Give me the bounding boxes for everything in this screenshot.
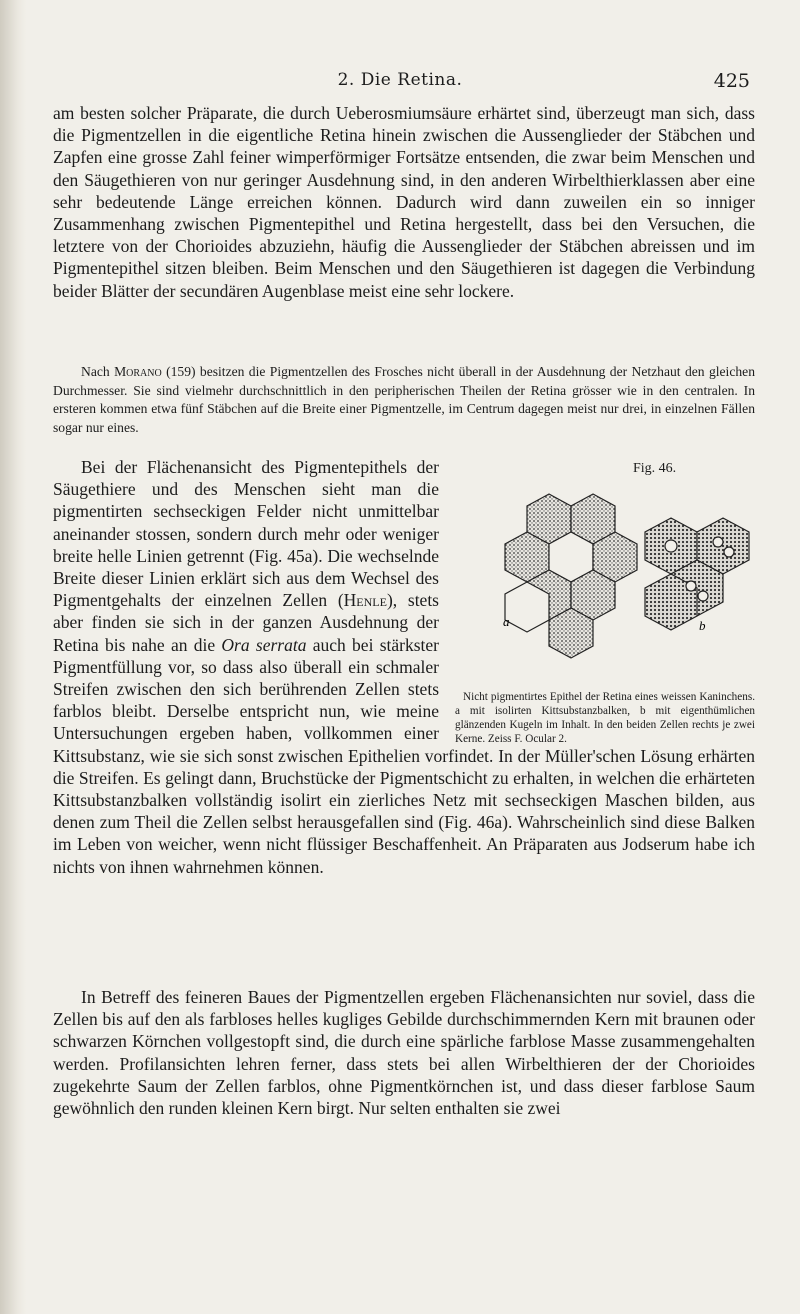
text-run: ), stets aber finden sie sich in der ganzen Ausdehnung der Retina bis nahe an die <box>53 590 439 655</box>
author-name: Morano <box>114 364 162 379</box>
paragraph-small-print <box>53 363 755 437</box>
running-title: 2. Die Retina. <box>337 70 463 90</box>
page-number: 425 <box>713 70 750 92</box>
paragraph-continuation: am besten solcher Präparate, die durch Ueberosmiumsäure erhärtet sind, überzeugt man sich, dass die Pigmentzellen in die eigentliche Retina hinein zwischen die Aussenglieder der Stäbchen und Zapfen eine grosse Zahl feiner wimperförmiger Fortsätze entsenden, die zwar beim Menschen und den Säugethieren von nur geringer Ausdehnung sind, in den anderen Wirbelthierklassen aber eine sehr bedeutende Länge erreichen können. Dadurch wird dann zuweilen ein so inniger Zusammenhang zwischen Pigmentepithel und Retina hergestellt, dass bei den Versuchen, die letztere von der Chorioides abzuziehn, häufig die Aussenglieder der Stäbchen abreissen und im Pigmentepithel sitzen bleiben. Beim Menschen und den Säugethieren ist dagegen die Verbindung beider Blätter der secundären Augenblase meist eine sehr lockere. <box>53 103 755 301</box>
figure-illustration <box>453 456 753 686</box>
text-run: auch bei stärkster Pigmentfüllung vor, so dass also überall ein schmaler Streifen zwischen den sich berührenden Zellen stets farblos bleibt. Derselbe entspricht nun, wie meine Untersuchungen ergeben haben, vollkommen einer Kittsubstanz, wie sie sich sonst zwischen Epithelien vorfindet. In der Müller'schen Lösung erhärten die Streifen. Es gelingt dann, Bruchstücke der Pigmentschicht zu erhalten, in welchen die erhärteten Kittsubstanzbalken vollständig isolirt ein zierliches Netz mit sechseckigen Maschen bilden, aus denen zum Theil die Zellen selbst herausgefallen sind (Fig. 46a). Wahrscheinlich sind diese Balken im Leben von weicher, wenn nicht flüssiger Beschaffenheit. An Präparaten aus Jodserum habe ich nichts von ihnen wahrnehmen können. <box>53 634 755 877</box>
figure-label: Fig. 46. <box>633 461 677 476</box>
term-italic: Ora serrata <box>221 634 307 655</box>
author-name: Henle <box>343 590 387 611</box>
running-head <box>50 70 750 92</box>
text-run: Nach <box>81 364 115 379</box>
figure-part-a-label: a <box>503 614 510 629</box>
paragraph-feinerer-bau: In Betreff des feineren Baues der Pigmentzellen ergeben Flächenansichten nur soviel, dass die Zellen bis auf den als farbloses helles kugliges Gebilde durchschimmernden Kern mit braunen oder schwarzen Körnchen vollgestopft sind, die durch eine spärliche farblose Masse zusammengehalten werden. Profilansichten lehren ferner, dass stets bei allen Wirbelthieren der der Chorioides zugekehrte Saum der Zellen farblos, ohne Pigmentkörnchen ist, und dass dieser farblose Saum gewöhnlich den runden kleinen Kern birgt. Nur selten enthalten sie zwei <box>53 987 755 1119</box>
figure-caption: Nicht pigmentirtes Epithel der Retina eines weissen Kaninchens. a mit isolirten Kittsubstanzbalken, b mit eigenthümlichen glänzenden Kugeln im Inhalt. In den beiden Zellen rechts je zwei Kerne. Zeiss F. Ocular 2. <box>455 691 755 745</box>
text-run: (159) besitzen die Pigmentzellen des Frosches nicht überall in der Ausdehnung der Netzhaut den gleichen Durchmesser. Sie sind vielmehr durchschnittlich in den peripherischen Theilen der Retina grösser wie in den centralen. In ersteren kommen etwa fünf Stäbchen auf die Breite einer Pigmentzelle, im Centrum dagegen meist nur drei, in einzelnen Fällen sogar nur eines. <box>53 364 755 435</box>
hexagon-cells-b <box>645 518 749 630</box>
page-gutter-shadow <box>0 0 26 1314</box>
hexagon-net-a <box>505 494 637 658</box>
figure-46 <box>453 456 755 745</box>
paragraph-pigment-epithel <box>53 456 755 878</box>
text-run: Bei der Flächenansicht des Pigmentepithels der Säugethiere und des Menschen sieht man die pigmentirten sechseckigen Felder nicht unmittelbar aneinander stossen, sondern durch mehr oder weniger breite helle Linien getrennt (Fig. 45a). Die wechselnde Breite dieser Linien erklärt sich aus dem Wechsel des Pigmentgehalts der einzelnen Zellen ( <box>53 457 439 611</box>
figure-part-b-label: b <box>699 618 706 633</box>
